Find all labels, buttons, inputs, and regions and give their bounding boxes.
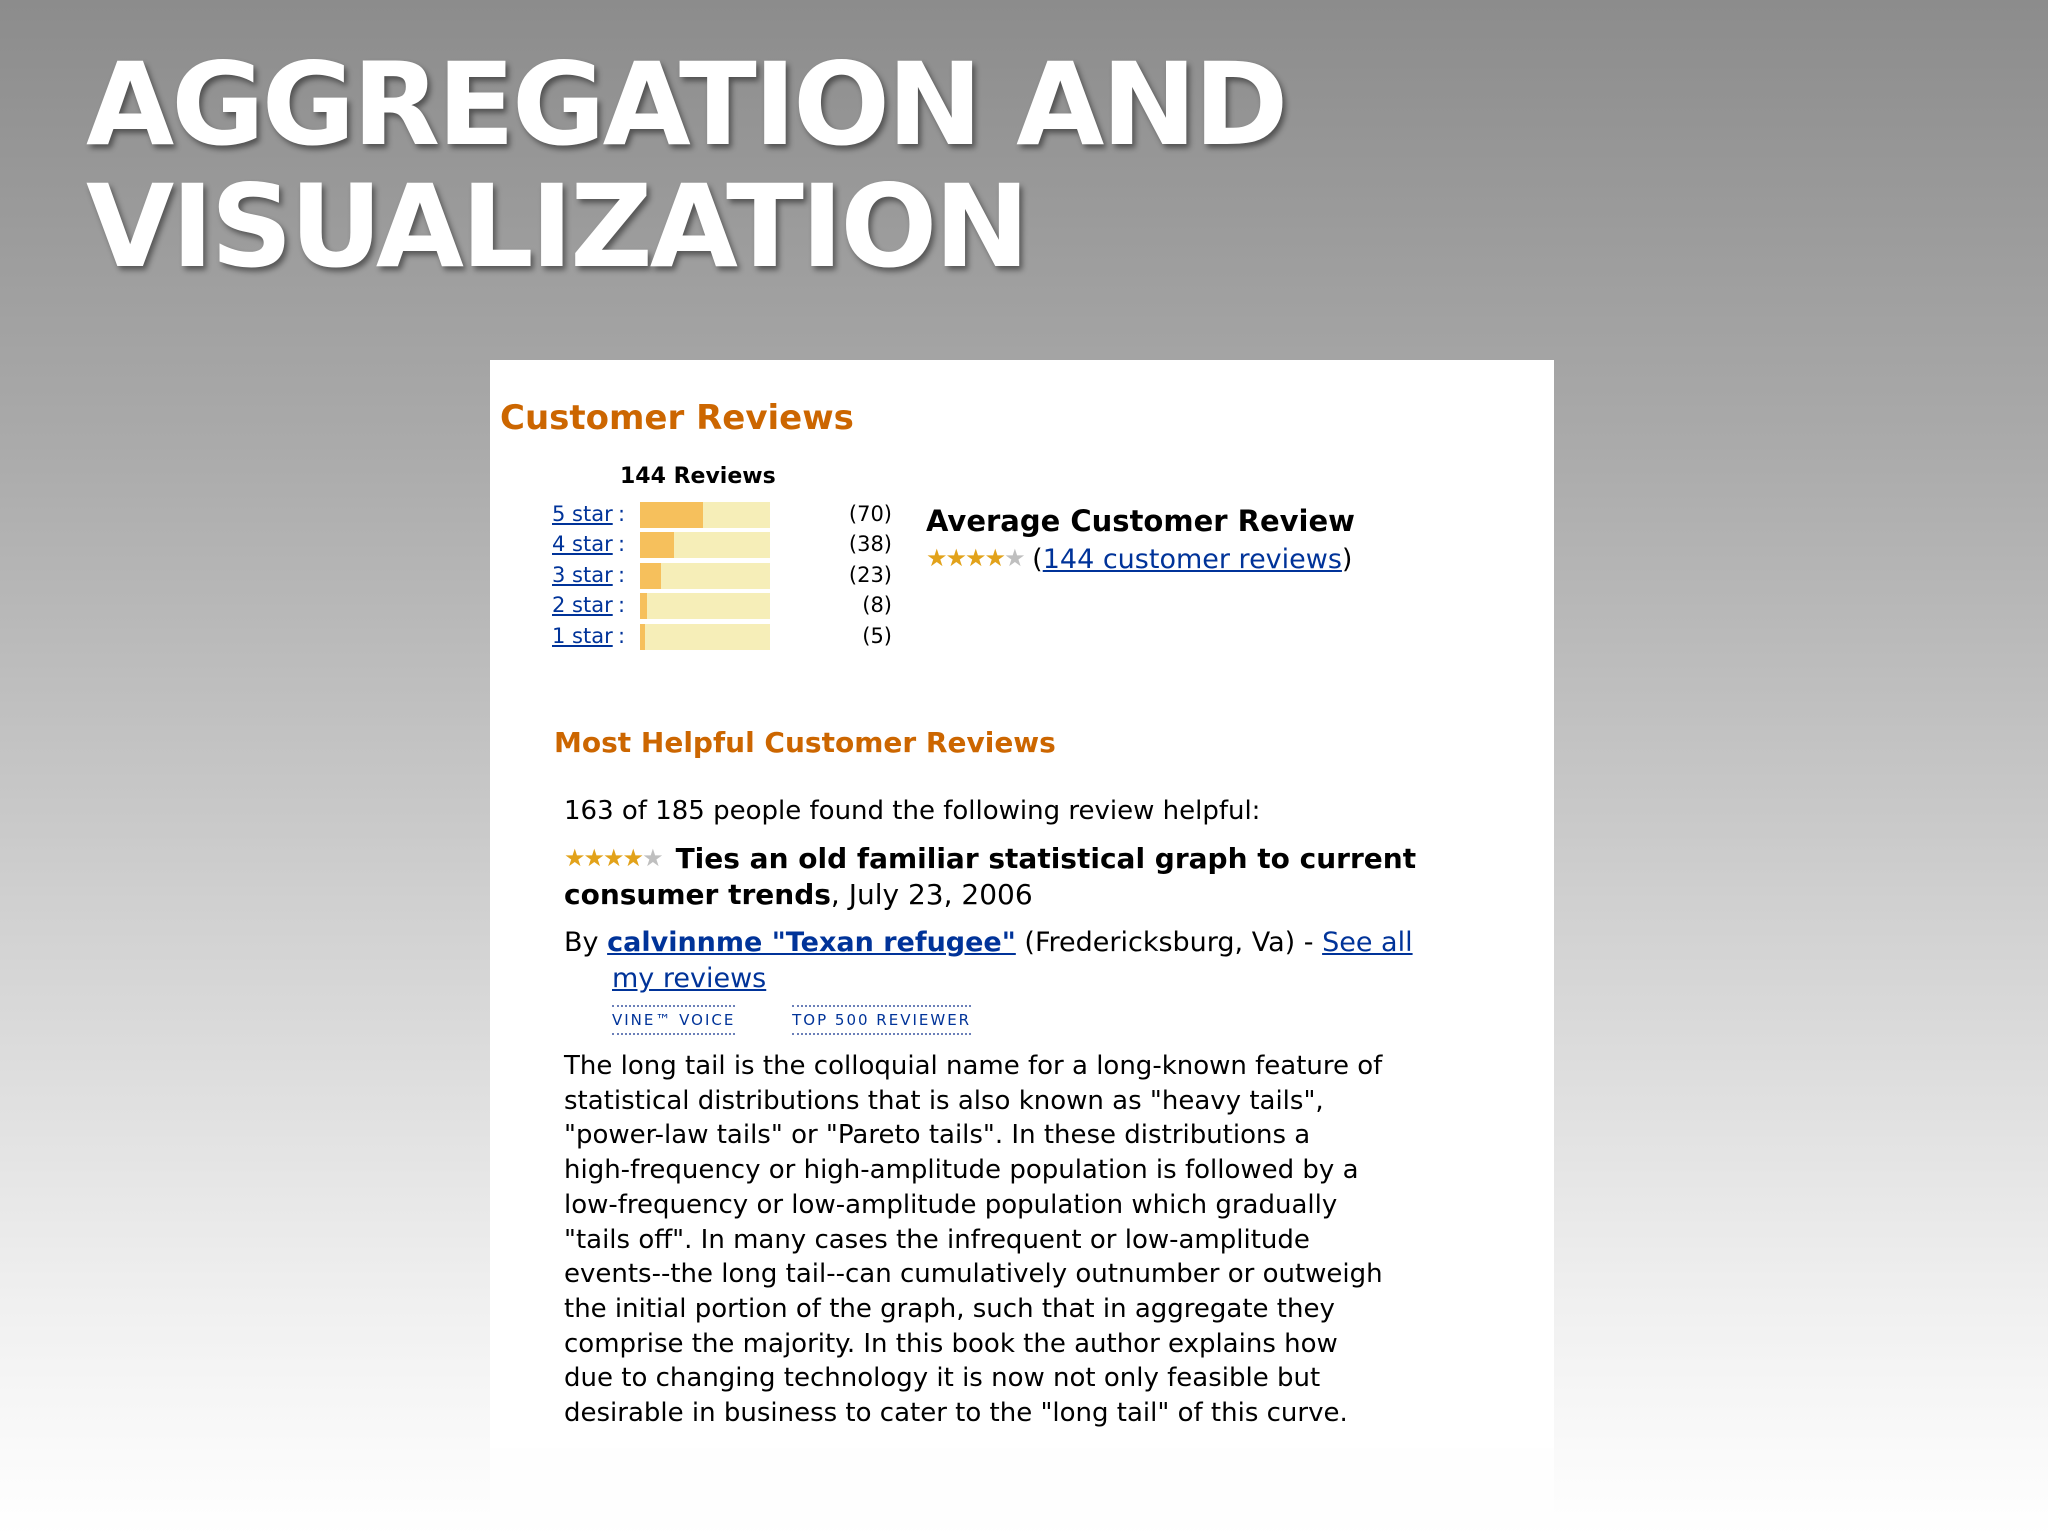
customer-reviews-count-link[interactable]: 144 customer reviews [1042,544,1342,575]
star-filled-icon: ★ [945,544,966,572]
rating-count: (8) [862,593,892,618]
review-body: The long tail is the colloquial name for a long-known feature of statistical distributions that is also known as "heavy tails", "power-law tails" or "Pareto tails". In these distributions a high-frequency or high-amplitude population is followed by a low-frequency or low-amplitude population which gradually "tails off". In many cases the infrequent or low-amplitude events--the long tail--can cumulatively outnumber or outweigh the initial portion of the graph, such that in aggregate they comprise the majority. In this book the author explains how due to changing technology it is now not only feasible but desirable in business to cater to the "long tail" of this curve. [564,1051,1383,1429]
vine-voice-badge[interactable]: VINE™ VOICE [612,1005,735,1035]
open-paren: ( [1032,544,1043,575]
rating-count: (38) [848,532,892,557]
see-all-reviews-link-continued[interactable]: my reviews [612,963,767,994]
average-review-block [926,504,1526,575]
most-helpful-heading: Most Helpful Customer Reviews [554,726,1056,759]
review-item [564,796,1524,1431]
row-colon: : [618,562,626,587]
rating-bar-track [640,563,770,589]
four-star-link[interactable]: 4 star [552,532,613,557]
author-location: (Fredericksburg, Va) - [1024,927,1314,958]
rating-bar-track [640,502,770,528]
slide-title-line-1: AGGREGATION AND [86,38,1286,171]
row-colon: : [618,502,626,526]
star-empty-icon: ★ [1004,544,1024,572]
rating-bar-fill [640,563,661,589]
reviewer-badges [612,1005,1524,1035]
average-review-label: Average Customer Review [926,504,1355,538]
star-filled-icon: ★ [622,844,643,872]
star-rating-icon [564,840,662,876]
star-filled-icon: ★ [603,844,623,872]
star-filled-icon: ★ [564,844,584,872]
three-star-link[interactable]: 3 star [552,562,613,587]
review-byline [564,925,1524,997]
histogram-row-5 [552,500,892,530]
rating-histogram [552,500,892,652]
customer-reviews-heading: Customer Reviews [500,398,854,438]
histogram-row-1 [552,622,892,652]
histogram-row-2 [552,591,892,621]
histogram-row-3 [552,561,892,591]
slide-title-line-2: VISUALIZATION [86,160,1027,293]
star-empty-icon: ★ [642,844,662,872]
average-review-line [926,544,1526,575]
review-title: Ties an old familiar statistical graph to current consumer trends [564,842,1417,911]
row-colon: : [618,532,626,557]
rating-bar-fill [640,532,674,558]
rating-count: (23) [848,562,892,587]
rating-count: (5) [862,623,892,648]
helpful-count-text: 163 of 185 people found the following review helpful: [564,796,1261,826]
review-date: , July 23, 2006 [830,878,1033,911]
amazon-reviews-screenshot [490,360,1554,1448]
star-filled-icon: ★ [984,544,1005,572]
rating-bar-track [640,593,770,619]
rating-bar-track [640,532,770,558]
author-link[interactable]: calvinnme "Texan refugee" [607,927,1016,958]
star-rating-icon [926,544,1024,572]
star-filled-icon: ★ [926,544,946,572]
histogram-title: 144 Reviews [620,464,776,489]
top-reviewer-badge[interactable]: TOP 500 REVIEWER [792,1005,971,1035]
star-filled-icon: ★ [965,544,985,572]
see-all-reviews-link[interactable]: See all [1322,927,1413,958]
rating-bar-fill [640,624,645,650]
five-star-link[interactable]: 5 star [552,502,613,526]
screenshot-reflection [490,1448,1554,1536]
review-title-line [564,840,1524,913]
rating-bar-track [640,624,770,650]
row-colon: : [618,593,626,618]
slide-title [86,38,1286,293]
star-filled-icon: ★ [583,844,604,872]
histogram-row-4 [552,530,892,560]
rating-bar-fill [640,593,647,619]
by-label: By [564,927,599,958]
rating-bar-fill [640,502,703,528]
close-paren: ) [1341,544,1353,575]
rating-count: (70) [848,502,892,526]
one-star-link[interactable]: 1 star [552,623,613,648]
row-colon: : [618,623,626,648]
two-star-link[interactable]: 2 star [552,593,613,618]
